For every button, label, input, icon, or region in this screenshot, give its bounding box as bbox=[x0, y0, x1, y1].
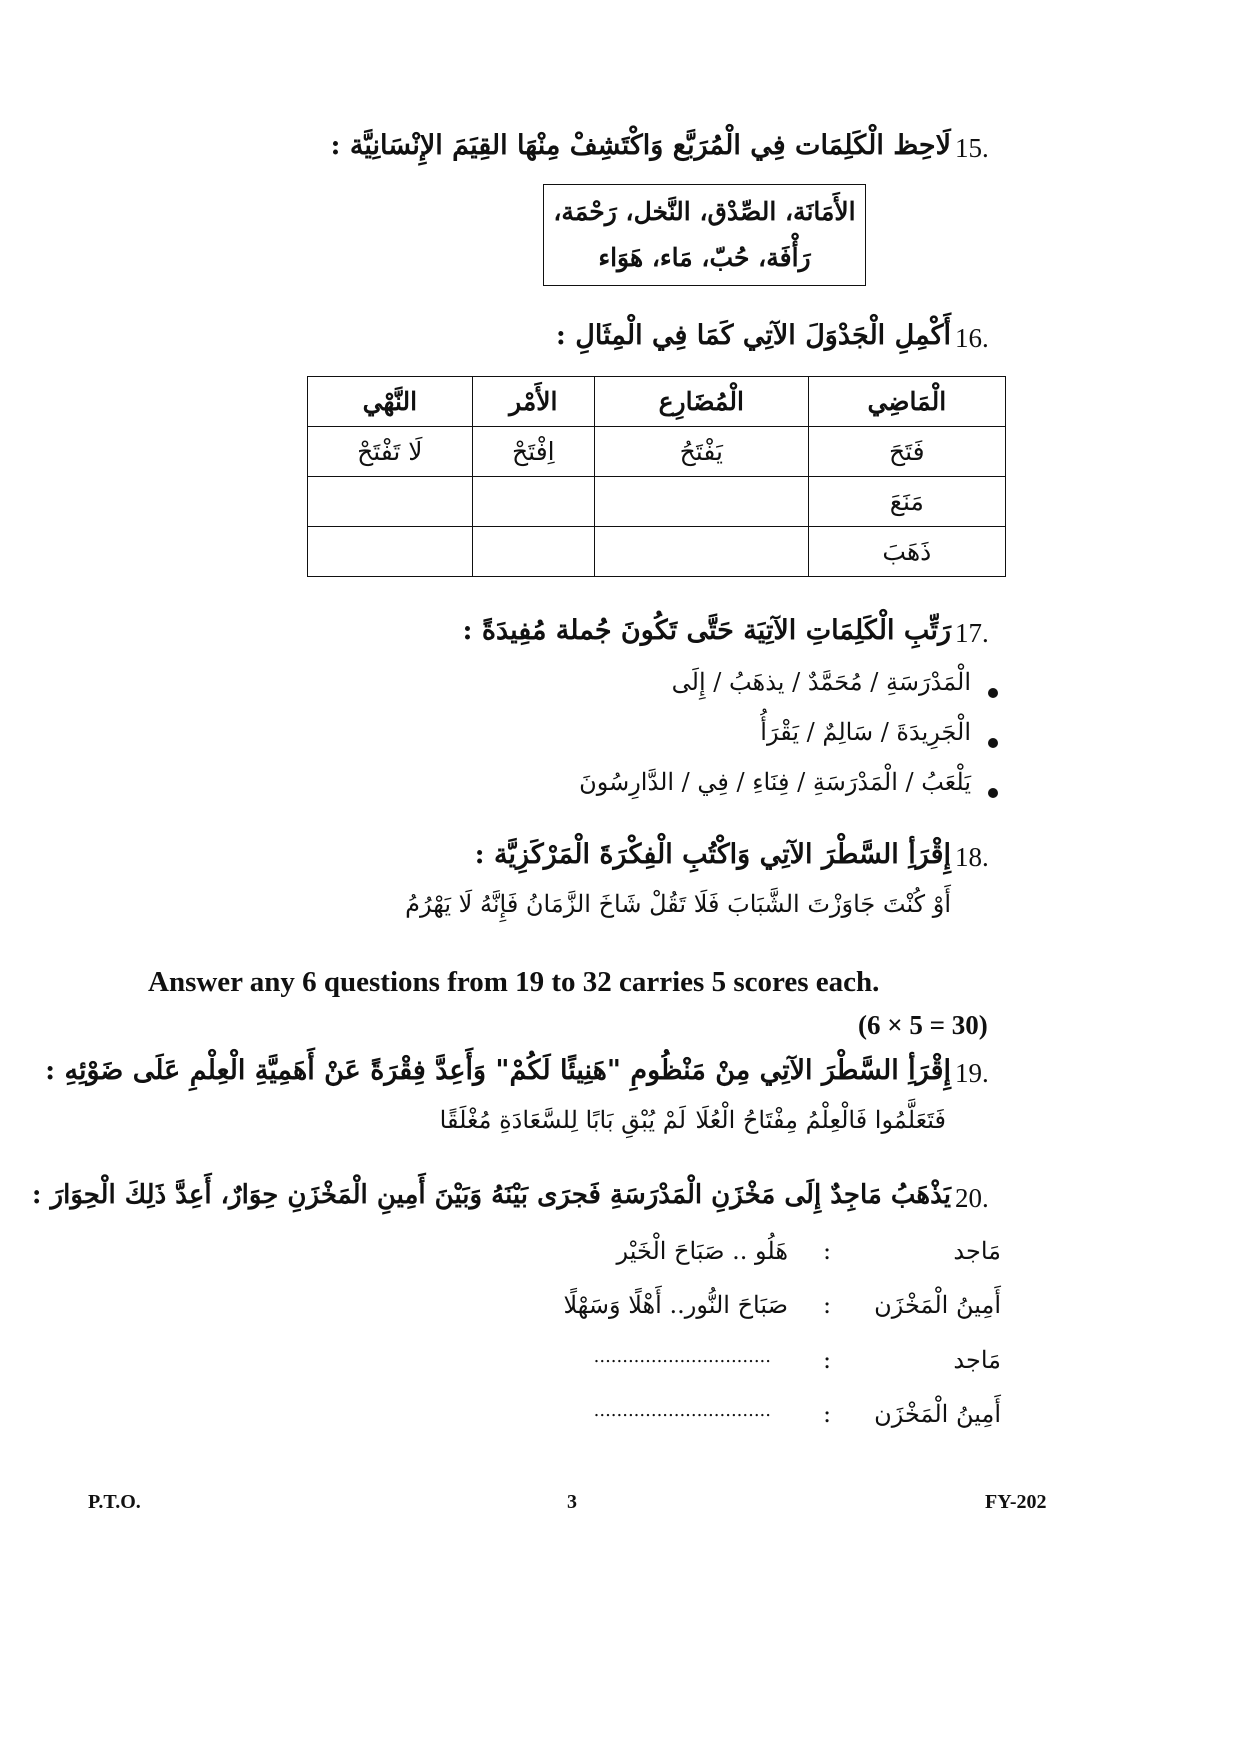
word-box-line-2: رَأْفَة، حُبّ، مَاء، هَوَاء bbox=[598, 243, 811, 272]
table-cell bbox=[472, 477, 594, 527]
footer-pto: P.T.O. bbox=[88, 1491, 141, 1513]
dialogue-colon: : bbox=[823, 1291, 832, 1319]
table-cell: يَفْتَحُ bbox=[594, 427, 808, 477]
bullet-icon bbox=[988, 738, 998, 748]
dialogue-colon: : bbox=[823, 1237, 832, 1265]
table-cell: مَنَعَ bbox=[808, 477, 1005, 527]
dialogue-colon: : bbox=[823, 1400, 832, 1428]
table-header-cell: الْمُضَارِع bbox=[594, 377, 808, 427]
table-header-row bbox=[308, 377, 1006, 427]
question-19-prompt: إِقْرَأِ السَّطْرَ الآتِي مِنْ مَنْظُومِ "هَنِيئًا لَكُمْ" وَأَعِدَّ فِقْرَةً عَنْ أَهَمِيَّةِ الْعِلْمِ عَلَى ضَوْئِهِ : bbox=[45, 1055, 951, 1086]
question-number-15: 15. bbox=[955, 133, 989, 163]
question-16-prompt: أَكْمِلِ الْجَدْوَلَ الآتِي كَمَا فِي الْمِثَالِ : bbox=[555, 320, 951, 351]
table-row bbox=[308, 527, 1006, 577]
table-cell bbox=[472, 527, 594, 577]
question-17-prompt: رَتِّبِ الْكَلِمَاتِ الآتِيَة حَتَّى تَكُونَ جُملة مُفِيدَةً : bbox=[462, 615, 951, 646]
dialogue-answer-blank: ............................... bbox=[593, 1400, 771, 1421]
question-number-20: 20. bbox=[955, 1183, 989, 1213]
section-instruction: Answer any 6 questions from 19 to 32 carries 5 scores each. bbox=[148, 966, 880, 998]
table-row bbox=[308, 427, 1006, 477]
question-number-16: 16. bbox=[955, 323, 989, 353]
table-cell: فَتَحَ bbox=[808, 427, 1005, 477]
table-row bbox=[308, 477, 1006, 527]
dialogue-line: صَبَاحَ النُّور.. أَهْلًا وَسَهْلًا bbox=[563, 1291, 788, 1319]
paper-code: FY-202 bbox=[985, 1491, 1047, 1513]
section-score: (6 × 5 = 30) bbox=[858, 1010, 988, 1040]
question-number-17: 17. bbox=[955, 618, 989, 648]
dialogue-colon: : bbox=[823, 1346, 832, 1374]
question-20-prompt: يَذْهَبُ مَاجِدٌ إِلَى مَخْزَنِ الْمَدْرَسَةِ فَجرَى بَيْنَهُ وَبَيْنَ أَمِينِ الْمَخْزَنِ حِوَارٌ، أَعِدَّ ذَلِكَ الْحِوَارَ : bbox=[31, 1180, 951, 1210]
dialogue-answer-blank: ............................... bbox=[593, 1346, 771, 1367]
verb-table bbox=[307, 376, 1006, 577]
bullet-icon bbox=[988, 788, 998, 798]
table-cell bbox=[594, 477, 808, 527]
list-item: الْمَدْرَسَةِ / مُحَمَّدٌ / يذهَبُ / إِلَى bbox=[671, 668, 971, 696]
table-cell: ذَهَبَ bbox=[808, 527, 1005, 577]
dialogue-speaker: مَاجد bbox=[953, 1346, 1001, 1374]
question-15-prompt: لَاحِظ الْكَلِمَات فِي الْمُرَبَّع وَاكْتَشِفْ مِنْهَا القِيَمَ الإِنْسَانِيَّة : bbox=[330, 130, 951, 161]
list-item: يَلْعَبُ / الْمَدْرَسَةِ / فِنَاءِ / فِي / الدَّارِسُونَ bbox=[579, 768, 971, 796]
verse-second-half: لَمْ يُبْقِ بَابًا لِلسَّعَادَةِ مُغْلَقًا bbox=[439, 1106, 686, 1134]
dialogue-speaker: أَمِينُ الْمَخْزَن bbox=[874, 1400, 1001, 1428]
word-box-line-1: الأَمَانَة، الصِّدْق، النَّخل، رَحْمَة، bbox=[553, 197, 856, 226]
table-cell: اِفْتَحْ bbox=[472, 427, 594, 477]
dialogue-speaker: مَاجد bbox=[953, 1237, 1001, 1265]
page-number: 3 bbox=[567, 1491, 577, 1513]
bullet-icon bbox=[988, 688, 998, 698]
dialogue-speaker: أَمِينُ الْمَخْزَن bbox=[874, 1291, 1001, 1319]
table-header-cell: الأَمْر bbox=[472, 377, 594, 427]
verse-first-half: فَتَعَلَّمُوا فَالْعِلْمُ مِفْتَاحُ الْعُلَا bbox=[695, 1106, 946, 1134]
poem-verse: أَوْ كُنْتَ جَاوَزْتَ الشَّبَابَ فَلَا تَقُلْ شَاخَ الزَّمَانُ فَإِنَّهُ لَا يَهْرُمُ bbox=[405, 890, 951, 918]
table-cell bbox=[308, 477, 473, 527]
question-18-prompt: إِقْرَأِ السَّطْرَ الآتِي وَاكْتُبِ الْفِكْرَةَ الْمَرْكَزِيَّة : bbox=[474, 839, 951, 870]
table-cell bbox=[308, 527, 473, 577]
table-cell bbox=[594, 527, 808, 577]
table-cell: لَا تَفْتَحْ bbox=[308, 427, 473, 477]
table-header-cell: النَّهْي bbox=[308, 377, 473, 427]
question-number-19: 19. bbox=[955, 1058, 989, 1088]
list-item: الْجَرِيدَةَ / سَالِمٌ / يَقْرَأُ bbox=[760, 718, 971, 746]
dialogue-line: هَلُو .. صَبَاحَ الْخَيْر bbox=[616, 1237, 788, 1265]
table-header-cell: الْمَاضِي bbox=[808, 377, 1005, 427]
word-box bbox=[543, 184, 866, 286]
question-number-18: 18. bbox=[955, 842, 989, 872]
